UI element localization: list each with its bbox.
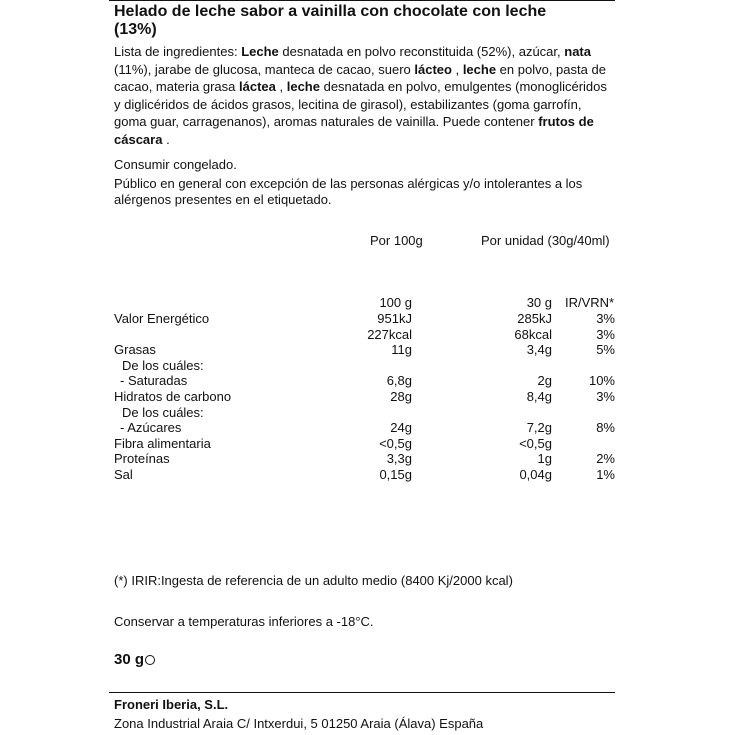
nutrient-label: Grasas	[114, 342, 156, 358]
allergen-text: nata	[564, 44, 591, 59]
ingredient-text: desnatada en polvo reconstituida (52%), azúcar,	[278, 44, 565, 59]
audience-line-1: Público en general con excepción de las personas alérgicas y/o intolerantes a los	[114, 176, 583, 191]
ingredient-text: ,	[275, 79, 287, 95]
product-title-line-1: Helado de leche sabor a vainilla con chocolate con leche	[114, 3, 547, 20]
allergen-text: Leche	[241, 44, 279, 59]
product-title	[114, 3, 546, 39]
value-per-100g: 227kcal	[367, 326, 412, 342]
header-per-unit: Por unidad (30g/40ml)	[481, 233, 610, 248]
footnote: (*) IRIR:Ingesta de referencia de un adulto medio (8400 Kj/2000 kcal)	[114, 573, 513, 588]
value-per-unit: 285kJ	[517, 311, 552, 326]
value-per-unit: <0,5g	[519, 435, 552, 451]
value-per-100g: 11g	[391, 342, 412, 358]
value-per-100g: 6,8g	[386, 373, 412, 389]
allergen-text: frutos de cáscara	[114, 114, 594, 147]
value-per-100g: 24g	[390, 420, 412, 436]
value-per-unit: 2g	[537, 373, 552, 389]
net-weight-value: 30 g	[114, 651, 145, 668]
company-name: Froneri Iberia, S.L.	[114, 697, 229, 712]
nutrient-label: Proteínas	[114, 451, 170, 467]
value-ir-percent: 3%	[596, 311, 615, 326]
header-per-100g: Por 100g	[370, 233, 423, 248]
subheader-30g: 30 g	[526, 295, 552, 310]
product-title-line-2: (13%)	[114, 21, 157, 38]
estimated-sign-icon	[145, 655, 155, 665]
conservation-note: Conservar a temperaturas inferiores a -18°C.	[114, 614, 374, 629]
value-ir-percent: 10%	[588, 373, 615, 389]
value-ir-percent: 3%	[596, 326, 615, 342]
nutrient-label: Valor Energético	[114, 311, 210, 326]
allergen-text: leche	[286, 79, 320, 95]
value-ir-percent: 3%	[596, 389, 615, 404]
ingredient-text: (11%), jarabe de glucosa, manteca de cacao, suero	[114, 61, 415, 77]
value-per-unit: 1g	[537, 451, 552, 467]
ingredients-list	[114, 43, 614, 149]
value-per-100g: 0,15g	[379, 467, 412, 482]
ingredient-text: .	[162, 131, 170, 147]
allergen-text: lácteo	[414, 61, 452, 77]
value-per-unit: 7,2g	[526, 420, 552, 436]
ingredient-text: en polvo, pasta de cacao, materia grasa	[114, 61, 606, 95]
nutrient-label: Fibra alimentaria	[114, 435, 211, 451]
bottom-rule	[109, 692, 615, 693]
value-ir-percent: 2%	[596, 451, 615, 467]
value-per-100g: <0,5g	[379, 435, 412, 451]
value-ir-percent: 1%	[596, 467, 615, 482]
company-address: Zona Industrial Araia C/ Intxerdui, 5 01250 Araia (Álava) España	[114, 716, 484, 731]
value-per-unit: 0,04g	[519, 467, 552, 482]
audience-line-2: alérgenos presentes en el etiquetado.	[114, 192, 332, 207]
nutrient-label: De los cuáles:	[122, 404, 204, 420]
value-per-unit: 3,4g	[526, 342, 552, 358]
nutrient-label: - Azúcares	[120, 420, 182, 436]
value-per-unit: 68kcal	[514, 326, 552, 342]
storage-note: Consumir congelado.	[114, 157, 237, 172]
value-per-unit: 8,4g	[526, 389, 552, 404]
net-weight	[114, 651, 155, 668]
value-per-100g: 3,3g	[386, 451, 412, 467]
value-ir-percent: 8%	[596, 420, 615, 436]
nutrient-label: - Saturadas	[120, 373, 188, 389]
allergen-text: leche	[462, 61, 497, 77]
top-rule	[109, 0, 615, 1]
subheader-ir: IR/VRN*	[565, 295, 615, 310]
ingredient-text: desnatada en polvo, emulgentes (monoglicéridos y diglicéridos de ácidos grasos, lecitina de girasol), estabilizantes (goma garrofín, goma guar, carragenanos), aromas naturales de vainilla. Puede contener	[114, 79, 607, 130]
value-ir-percent: 5%	[596, 342, 615, 358]
ingredient-text: Lista de ingredientes:	[114, 44, 242, 59]
nutrient-label: Hidratos de carbono	[114, 389, 232, 404]
value-per-100g: 28g	[390, 389, 412, 404]
nutrient-label: Sal	[114, 467, 133, 482]
nutrient-label: De los cuáles:	[122, 357, 204, 373]
ingredient-text: ,	[451, 61, 463, 77]
allergen-text: láctea	[239, 79, 276, 95]
value-per-100g: 951kJ	[377, 311, 412, 326]
subheader-100g: 100 g	[379, 295, 412, 310]
